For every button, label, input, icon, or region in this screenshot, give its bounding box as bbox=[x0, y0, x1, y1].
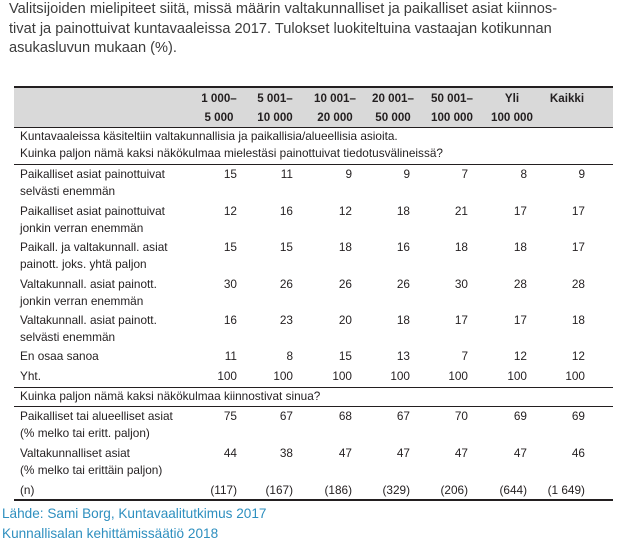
table-cell: 20 bbox=[338, 313, 352, 327]
table-cell: 21 bbox=[454, 204, 468, 218]
table-cell: 100 bbox=[565, 369, 585, 383]
table-cell: 18 bbox=[338, 240, 352, 254]
table-cell: 12 bbox=[513, 349, 527, 363]
top-rule bbox=[14, 86, 613, 88]
caption-line: asukasluvun mukaan (%). bbox=[9, 40, 177, 56]
table-cell: (1 649) bbox=[547, 483, 585, 497]
table-cell: 70 bbox=[454, 409, 468, 423]
table-cell: 15 bbox=[223, 167, 237, 181]
table-cell: (329) bbox=[382, 483, 410, 497]
table-cell: 26 bbox=[396, 277, 410, 291]
table-cell: 68 bbox=[338, 409, 352, 423]
table-cell: 15 bbox=[279, 240, 293, 254]
table-cell: 16 bbox=[279, 204, 293, 218]
table-cell: 100 bbox=[332, 369, 352, 383]
table-cell: 23 bbox=[279, 313, 293, 327]
caption-line: tivat ja painottuivat kuntavaaleissa 2017. Tulokset luokiteltuina vastaajan kotikunnan bbox=[9, 20, 552, 37]
table-cell: 16 bbox=[223, 313, 237, 327]
table-cell: 12 bbox=[571, 349, 585, 363]
table-cell: 69 bbox=[513, 409, 527, 423]
table-cell: 46 bbox=[571, 446, 585, 460]
caption-line: Valitsijoiden mielipiteet siitä, missä määrin valtakunnalliset ja paikalliset asiat kiinnos- bbox=[9, 1, 558, 17]
bottom-rule bbox=[14, 499, 613, 501]
table-cell: (644) bbox=[499, 483, 527, 497]
col-header-7: Kaikki bbox=[549, 92, 585, 105]
table-cell: 100 bbox=[217, 369, 237, 383]
table-cell: 17 bbox=[571, 240, 585, 254]
col-header-1: 1 000– 5 000 bbox=[201, 92, 237, 124]
row-label: Paikall. ja valtakunnall. asiat painott. joks. yhtä paljon bbox=[20, 240, 168, 271]
table-cell: 9 bbox=[578, 167, 585, 181]
table-cell: 18 bbox=[396, 313, 410, 327]
table-cell: 16 bbox=[396, 240, 410, 254]
row-label: Valtakunnall. asiat painott. jonkin verran enemmän bbox=[20, 277, 157, 308]
section1-rule bbox=[14, 164, 613, 165]
source-note bbox=[2, 504, 266, 543]
table-cell: (206) bbox=[440, 483, 468, 497]
table-cell: 7 bbox=[461, 349, 468, 363]
table-cell: 15 bbox=[338, 349, 352, 363]
table-cell: 26 bbox=[338, 277, 352, 291]
table-caption bbox=[9, 0, 621, 59]
col-header-2: 5 001– 10 000 bbox=[257, 92, 293, 124]
table-cell: 100 bbox=[273, 369, 293, 383]
table-cell: 15 bbox=[223, 240, 237, 254]
table-cell: 11 bbox=[224, 349, 237, 363]
table-cell: 17 bbox=[454, 313, 468, 327]
section2-question: Kuinka paljon nämä kaksi näkökulmaa kiinnostivat sinua? bbox=[20, 389, 321, 403]
table-cell: 18 bbox=[513, 240, 527, 254]
table-cell: (117) bbox=[210, 483, 237, 497]
col-header-6: Yli 100 000 bbox=[491, 92, 533, 124]
table-cell: 67 bbox=[279, 409, 293, 423]
table-cell: 18 bbox=[571, 313, 585, 327]
table-cell: 75 bbox=[223, 409, 237, 423]
row-label: Valtakunnall. asiat painott. selvästi enemmän bbox=[20, 313, 157, 344]
section2-rule bbox=[14, 406, 613, 407]
table-cell: 67 bbox=[396, 409, 410, 423]
table-cell: 26 bbox=[279, 277, 293, 291]
row-label: En osaa sanoa bbox=[20, 349, 99, 363]
source-line: Kunnallisalan kehittämissäätiö 2018 bbox=[2, 525, 219, 541]
row-label: (n) bbox=[20, 483, 35, 497]
table-cell: 100 bbox=[390, 369, 410, 383]
table-cell: 100 bbox=[448, 369, 468, 383]
table-cell: 30 bbox=[223, 277, 237, 291]
table-cell: 47 bbox=[338, 446, 352, 460]
source-line: Lähde: Sami Borg, Kuntavaalitutkimus 2017 bbox=[2, 506, 267, 521]
row-label: Paikalliset asiat painottuivat jonkin verran enemmän bbox=[20, 204, 165, 235]
table-cell: 8 bbox=[520, 167, 527, 181]
table-cell: 9 bbox=[345, 167, 352, 181]
table-cell: (167) bbox=[265, 483, 293, 497]
table-cell: 18 bbox=[396, 204, 410, 218]
table-cell: 9 bbox=[403, 167, 410, 181]
row-label: Yht. bbox=[20, 369, 41, 383]
table-cell: 11 bbox=[280, 167, 293, 181]
table-cell: 12 bbox=[338, 204, 352, 218]
table-cell: 7 bbox=[461, 167, 468, 181]
table-cell: 13 bbox=[396, 349, 410, 363]
table-cell: 47 bbox=[454, 446, 468, 460]
table-cell: 47 bbox=[396, 446, 410, 460]
table-cell: 30 bbox=[454, 277, 468, 291]
col-header-5: 50 001– 100 000 bbox=[431, 92, 473, 124]
row-label: Valtakunnalliset asiat (% melko tai erittäin paljon) bbox=[20, 446, 163, 477]
table-cell: 12 bbox=[223, 204, 237, 218]
row-label: Paikalliset asiat painottuivat selvästi enemmän bbox=[20, 167, 165, 198]
table-cell: 18 bbox=[454, 240, 468, 254]
row-label: Paikalliset tai alueelliset asiat (% melko tai eritt. paljon) bbox=[20, 409, 173, 440]
table-cell: 17 bbox=[571, 204, 585, 218]
table-cell: 69 bbox=[571, 409, 585, 423]
table-cell: 38 bbox=[279, 446, 293, 460]
col-header-4: 20 001– 50 000 bbox=[372, 92, 414, 124]
table-cell: 28 bbox=[571, 277, 585, 291]
table-cell: 100 bbox=[507, 369, 527, 383]
table-cell: 28 bbox=[513, 277, 527, 291]
table-cell: 44 bbox=[223, 446, 237, 460]
table-cell: 17 bbox=[513, 313, 527, 327]
table-cell: 17 bbox=[513, 204, 527, 218]
data-table bbox=[14, 86, 613, 499]
table-cell: (186) bbox=[324, 483, 352, 497]
section1-question: Kuntavaaleissa käsiteltiin valtakunnallisia ja paikallisia/alueellisia asioita. Kuinka paljon nämä kaksi näkökulmaa mielestäsi painottuivat tiedotusvälineissä? bbox=[20, 129, 443, 160]
table-cell: 47 bbox=[513, 446, 527, 460]
col-header-3: 10 001– 20 000 bbox=[314, 92, 356, 124]
table-cell: 8 bbox=[286, 349, 293, 363]
